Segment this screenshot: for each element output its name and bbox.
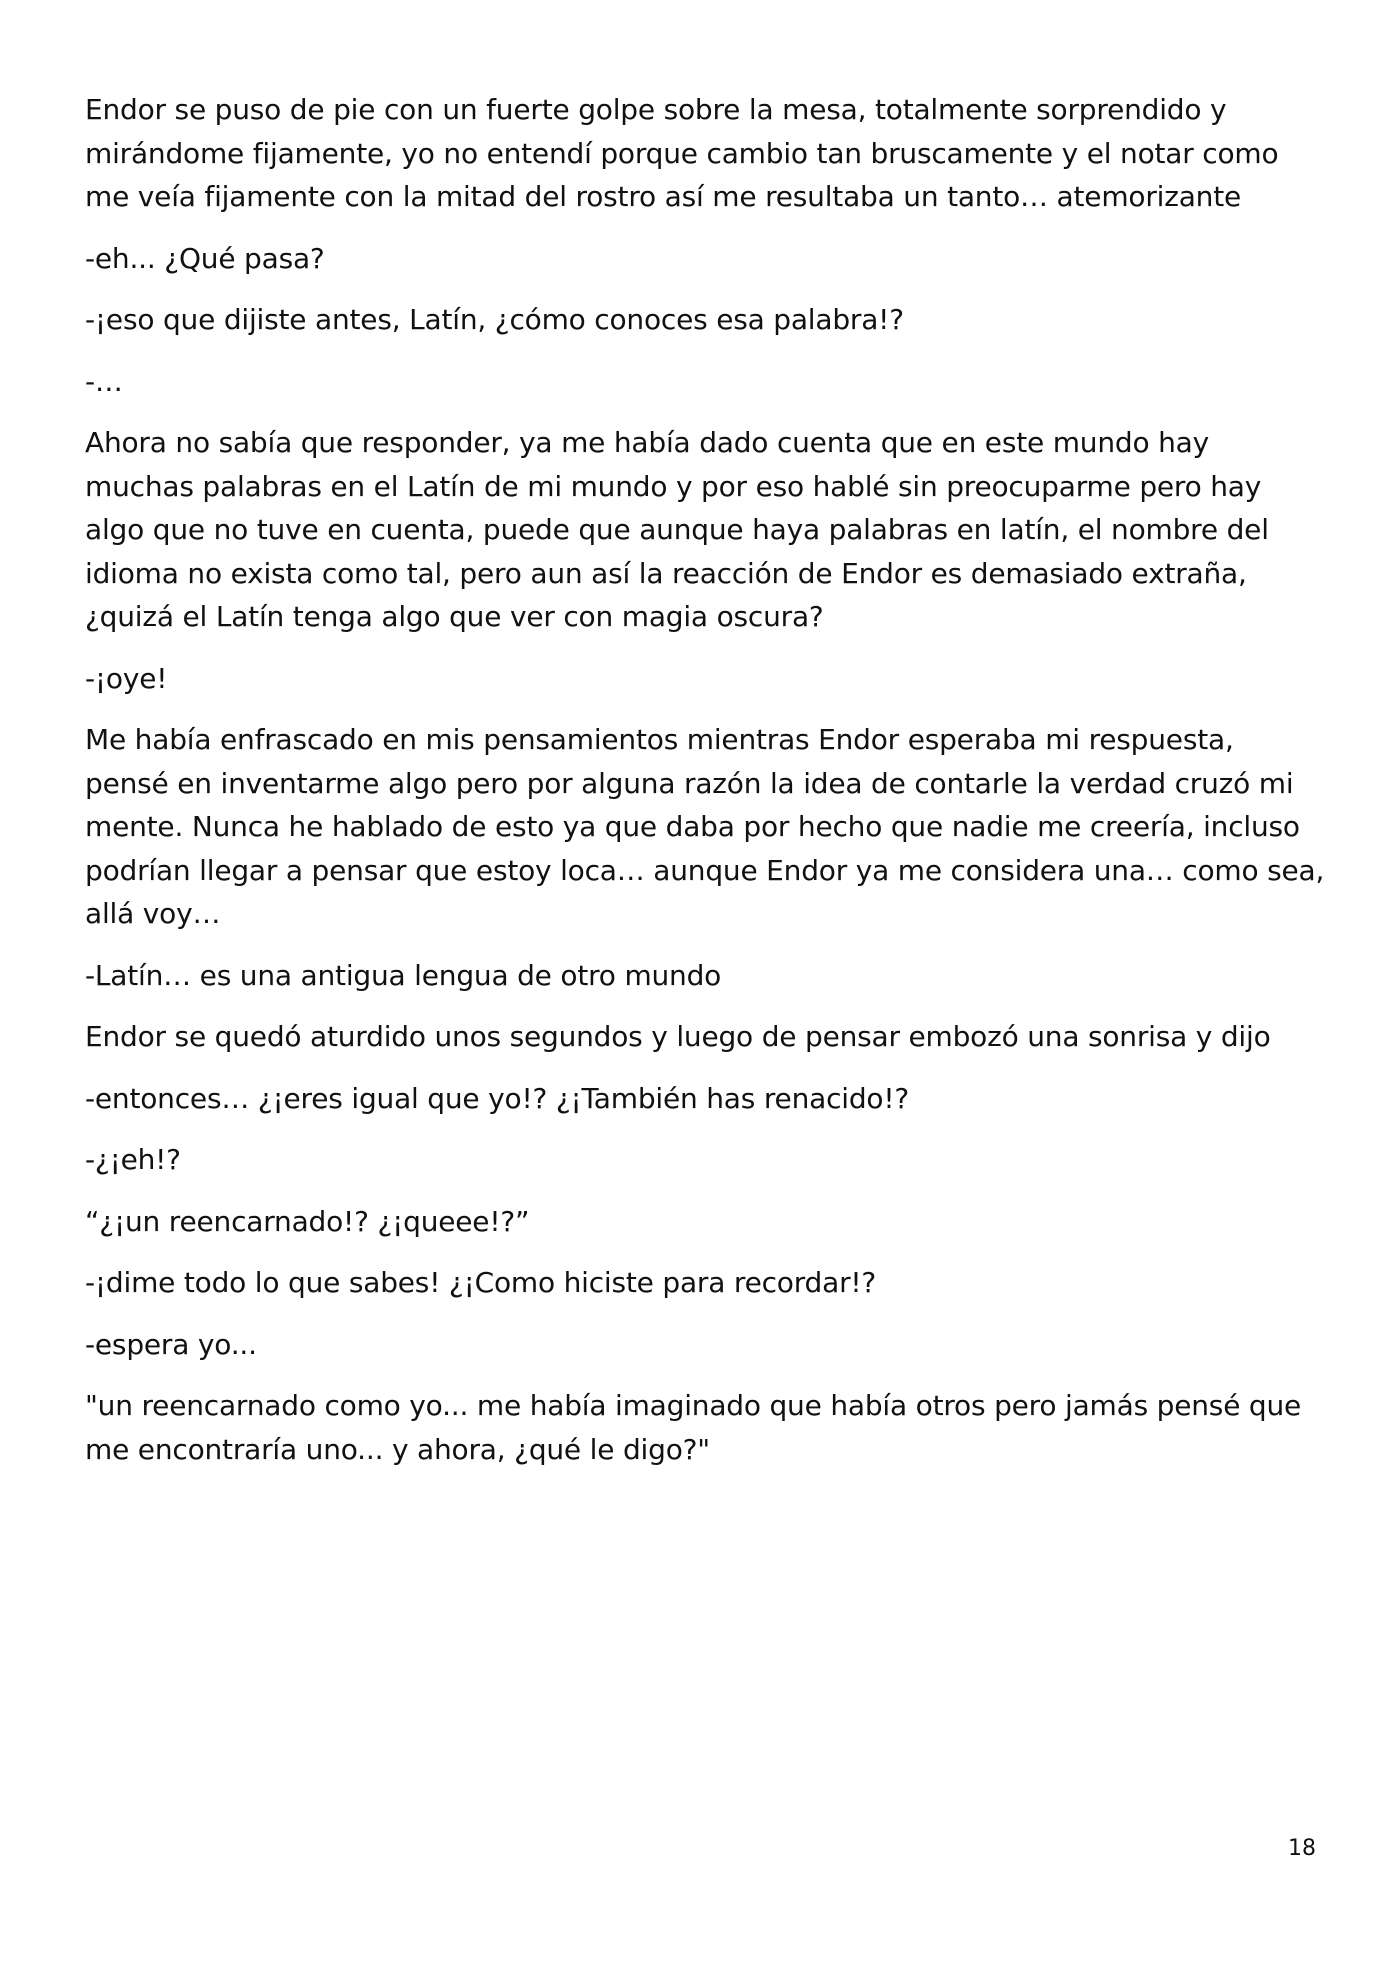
paragraph: -¡oye! — [85, 661, 168, 695]
paragraph: -espera yo... — [85, 1327, 257, 1361]
body-text — [85, 88, 1325, 1489]
paragraph: -entonces… ¿¡eres igual que yo!? ¿¡También has renacido!? — [85, 1081, 910, 1115]
paragraph: Endor se quedó aturdido unos segundos y luego de pensar embozó una sonrisa y dijo — [85, 1020, 1271, 1053]
paragraph: "un reencarnado como yo... me había imaginado que había otros pero jamás pensé que me encontraría uno... y ahora, ¿qué le digo?" — [85, 1389, 1302, 1466]
paragraph: -¡dime todo lo que sabes! ¿¡Como hiciste para recordar!? — [85, 1266, 877, 1299]
paragraph: Endor se puso de pie con un fuerte golpe sobre la mesa, totalmente sorprendido y mirándome fijamente, yo no entendí porque cambio tan bruscamente y el notar como me veía fijamente con la mitad del rostro así me resultaba un tanto… atemorizante — [85, 93, 1279, 213]
paragraph: -¿¡eh!? — [85, 1143, 181, 1176]
paragraph: “¿¡un reencarnado!? ¿¡queee!?” — [85, 1204, 530, 1238]
paragraph: -¡eso que dijiste antes, Latín, ¿cómo conoces esa palabra!? — [85, 303, 904, 336]
paragraph: Ahora no sabía que responder, ya me había dado cuenta que en este mundo hay muchas palabras en el Latín de mi mundo y por eso hablé sin preocuparme pero hay algo que no tuve en cuenta, puede que aunque haya palabras en latín, el nombre del idioma no exista como tal, pero aun así la reacción de Endor es demasiado extraña, ¿quizá el Latín tenga algo que ver con magia oscura? — [85, 426, 1269, 633]
page-number: 18 — [1288, 1836, 1316, 1861]
paragraph: -Latín… es una antigua lengua de otro mundo — [85, 958, 722, 992]
paragraph: -eh... ¿Qué pasa? — [85, 241, 325, 275]
paragraph: -… — [85, 364, 123, 398]
paragraph: Me había enfrascado en mis pensamientos mientras Endor esperaba mi respuesta, pensé en inventarme algo pero por alguna razón la idea de contarle la verdad cruzó mi mente. Nunca he hablado de esto ya que daba por hecho que nadie me creería, incluso podrían llegar a pensar que estoy loca… aunque Endor ya me considera una… como sea, allá voy… — [85, 723, 1325, 930]
